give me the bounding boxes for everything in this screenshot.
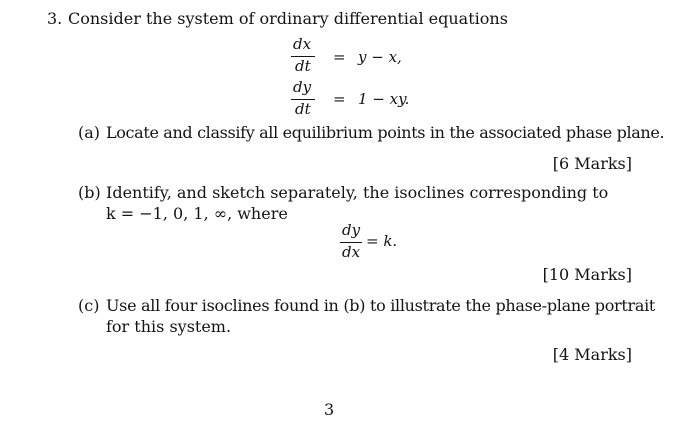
eq2-rhs: 1 − xy. (358, 90, 410, 108)
part-b-eq-rhs: = k. (366, 232, 398, 250)
question-intro: Consider the system of ordinary differential equations (68, 9, 508, 28)
part-c-text-line1: Use all four isoclines found in (b) to illustrate the phase-plane portrait (106, 296, 656, 315)
part-a-text: Locate and classify all equilibrium points in the associated phase plane. (106, 123, 665, 142)
part-a-marks: [6 Marks] (552, 154, 632, 173)
part-c-text-line2: for this system. (106, 317, 232, 336)
part-a-label: (a) (78, 123, 101, 142)
part-b-marks: [10 Marks] (542, 265, 632, 284)
part-c-marks: [4 Marks] (552, 345, 632, 364)
eq1-equals: = (333, 48, 346, 66)
eq2-numerator: dy (293, 78, 312, 96)
part-c-label: (c) (78, 296, 100, 315)
eq1-rhs: y − x, (358, 48, 402, 66)
part-b-eq-denominator: dx (342, 243, 361, 261)
question-number: 3. (47, 9, 63, 28)
part-b-text-line1: Identify, and sketch separately, the isoclines corresponding to (106, 183, 609, 202)
eq1-denominator: dt (295, 57, 311, 75)
part-b-label: (b) (78, 183, 101, 202)
part-b-eq-numerator: dy (342, 221, 361, 239)
part-b-text-line2: k = −1, 0, 1, ∞, where (106, 204, 288, 223)
eq2-equals: = (333, 90, 346, 108)
eq2-denominator: dt (295, 100, 311, 118)
eq1-numerator: dx (293, 35, 312, 53)
page-number: 3 (324, 400, 335, 419)
